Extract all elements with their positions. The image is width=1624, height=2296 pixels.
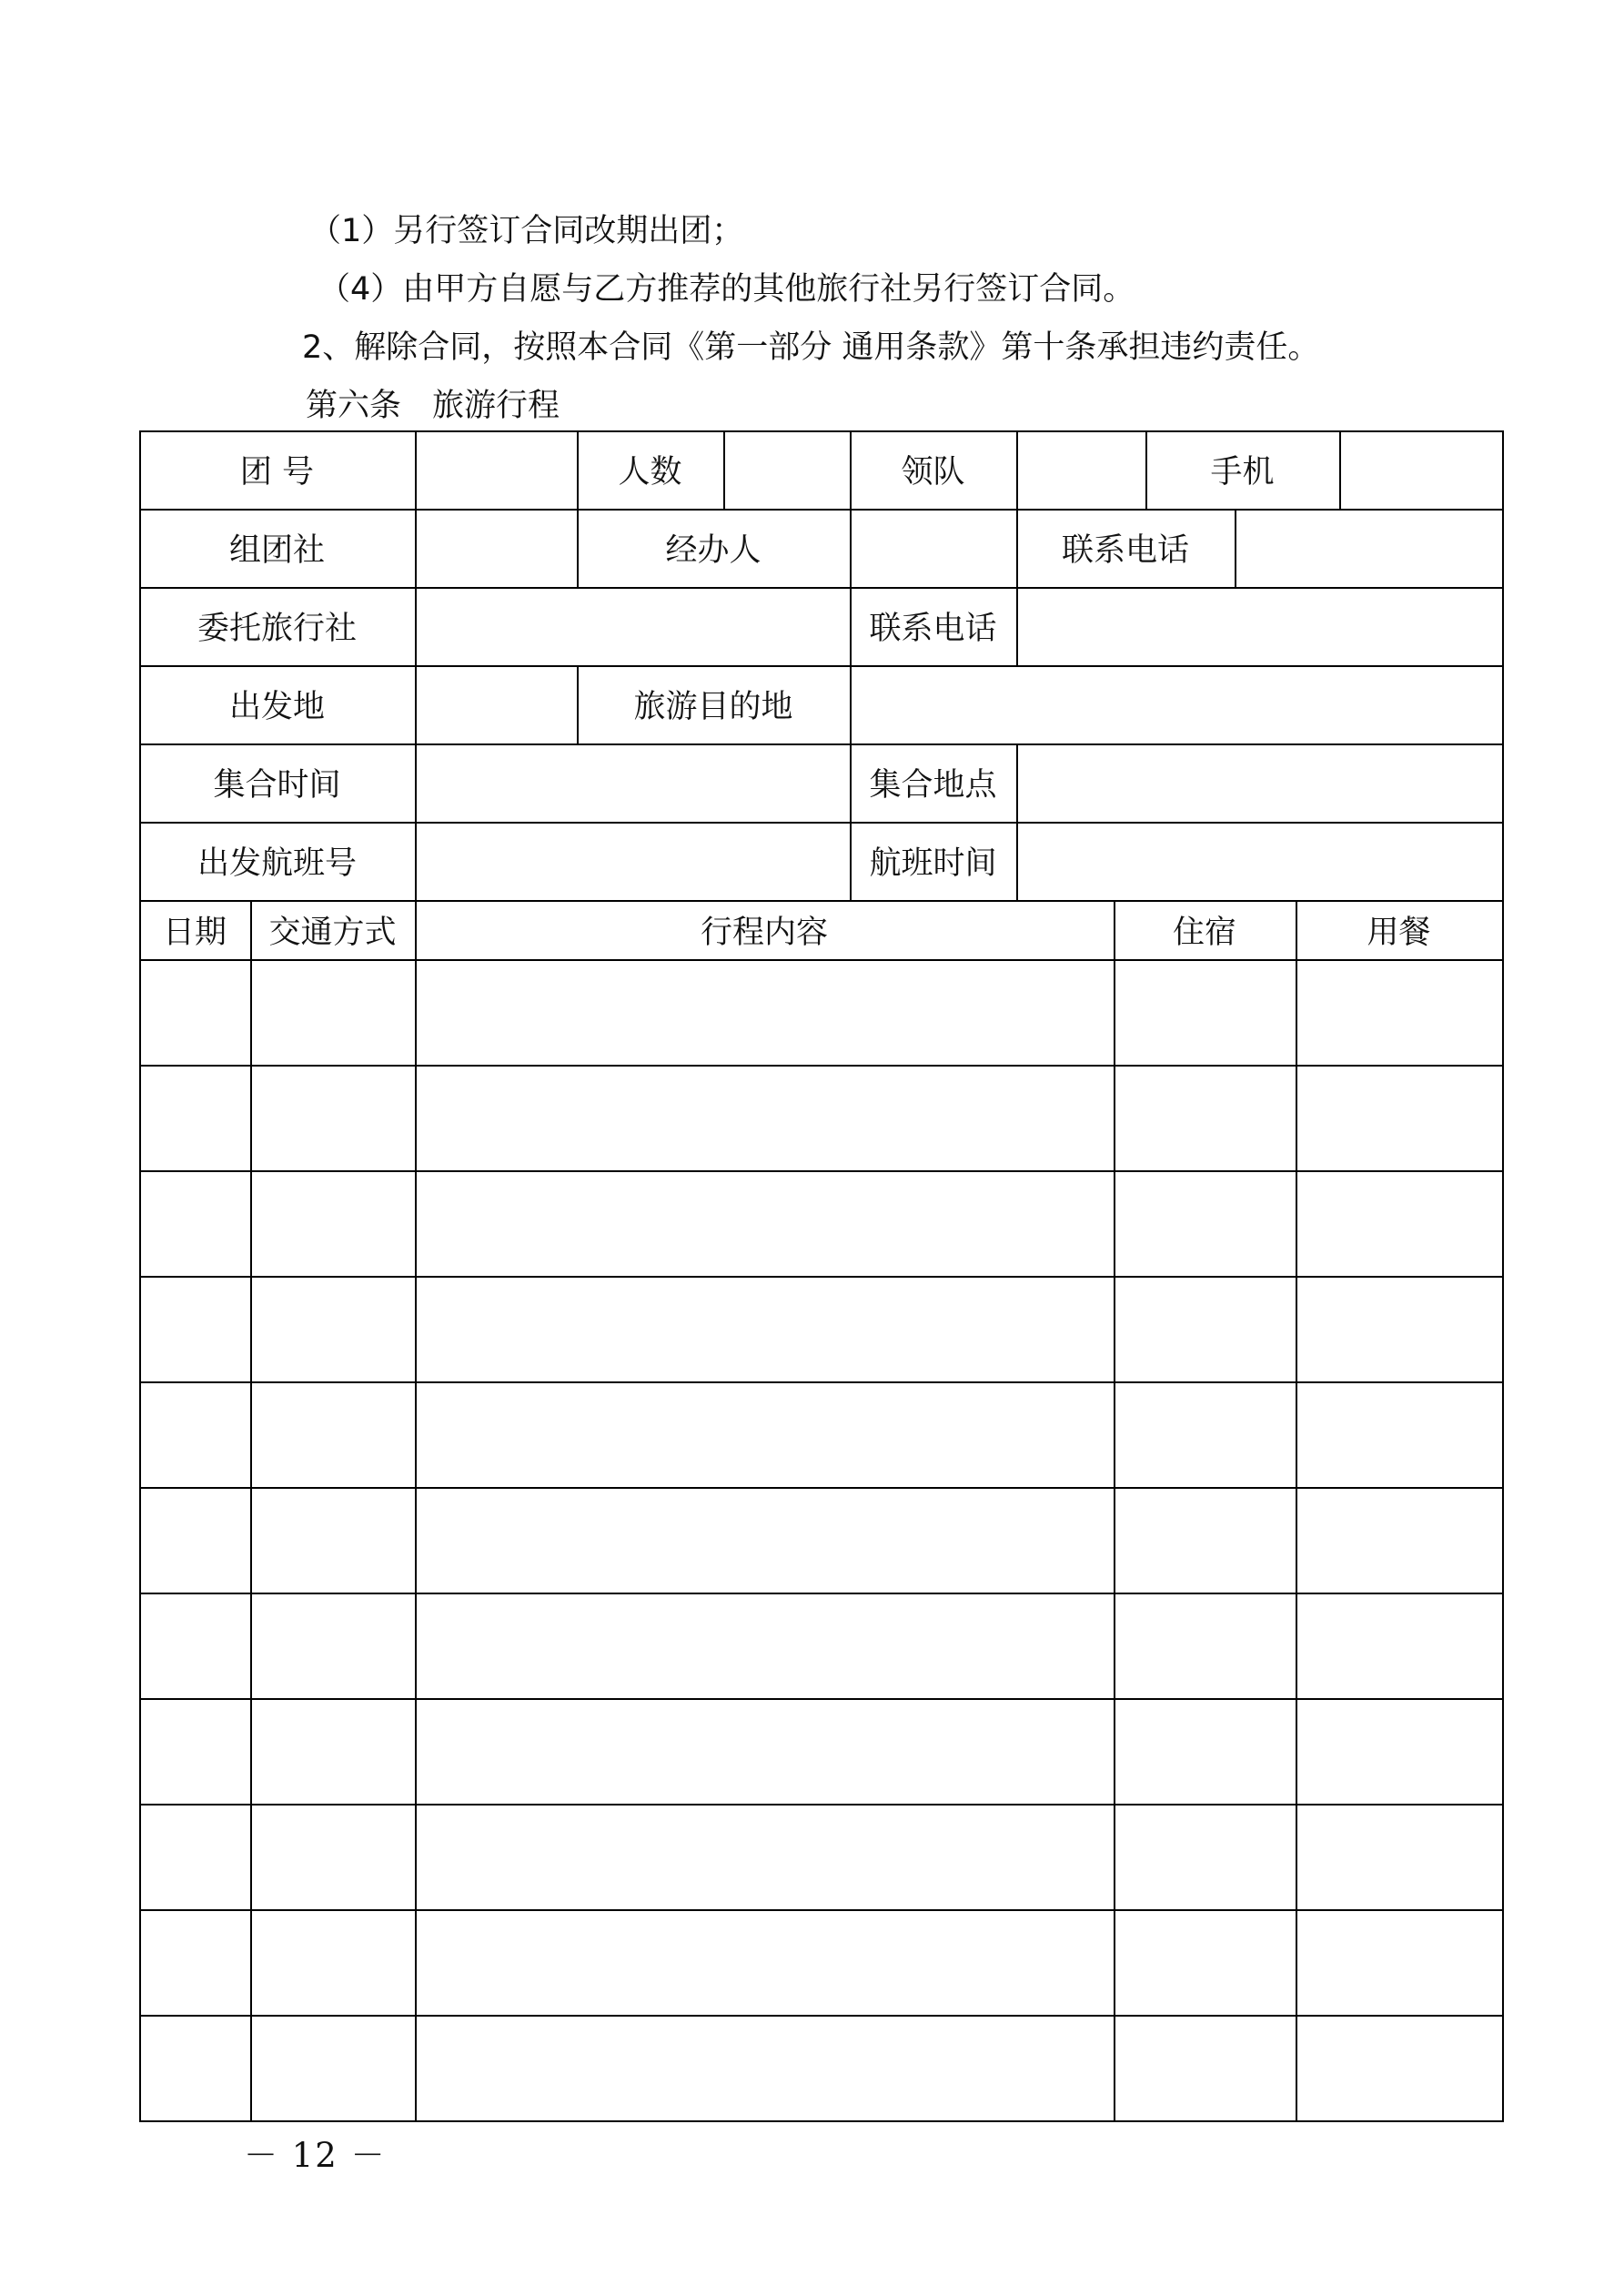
transport-cell[interactable]	[250, 1487, 415, 1593]
meals-cell[interactable]	[1296, 1170, 1502, 1276]
transport-cell[interactable]	[250, 1276, 415, 1381]
meeting-time-field[interactable]	[415, 743, 850, 822]
lodging-cell[interactable]	[1114, 1170, 1296, 1276]
meals-cell[interactable]	[1296, 1276, 1502, 1381]
meals-cell[interactable]	[1296, 1381, 1502, 1487]
lodging-cell[interactable]	[1114, 959, 1296, 1065]
meals-cell[interactable]	[1296, 959, 1502, 1065]
lodging-cell[interactable]	[1114, 2015, 1296, 2120]
itinerary-cell[interactable]	[415, 959, 1114, 1065]
organizer-phone-field[interactable]	[1235, 509, 1502, 587]
departure-field[interactable]	[415, 665, 577, 743]
flight-no-field[interactable]	[415, 822, 850, 900]
header-transport: 交通方式	[268, 914, 397, 951]
transport-cell[interactable]	[250, 1170, 415, 1276]
mobile-field[interactable]	[1339, 430, 1502, 509]
date-cell[interactable]	[139, 1065, 250, 1170]
itinerary-cell[interactable]	[415, 1170, 1114, 1276]
entrusted-phone-field[interactable]	[1016, 587, 1502, 665]
date-cell[interactable]	[139, 1487, 250, 1593]
transport-cell[interactable]	[250, 2015, 415, 2120]
date-cell[interactable]	[139, 1381, 250, 1487]
headcount-label: 人数	[618, 454, 682, 491]
lodging-cell[interactable]	[1114, 1065, 1296, 1170]
header-lodging: 住宿	[1172, 914, 1236, 951]
meals-cell[interactable]	[1296, 1593, 1502, 1698]
organizer-label: 组团社	[228, 532, 325, 569]
flight-no-label: 出发航班号	[197, 845, 357, 882]
transport-cell[interactable]	[250, 1698, 415, 1804]
meals-cell[interactable]	[1296, 1804, 1502, 1909]
organizer-phone-label: 联系电话	[1061, 532, 1189, 569]
itinerary-cell[interactable]	[415, 1487, 1114, 1593]
date-cell[interactable]	[139, 1276, 250, 1381]
transport-cell[interactable]	[250, 1804, 415, 1909]
lodging-cell[interactable]	[1114, 1593, 1296, 1698]
organizer-field[interactable]	[415, 509, 577, 587]
lodging-cell[interactable]	[1114, 1276, 1296, 1381]
date-cell[interactable]	[139, 1698, 250, 1804]
itinerary-cell[interactable]	[415, 1593, 1114, 1698]
meeting-place-field[interactable]	[1016, 743, 1502, 822]
lodging-cell[interactable]	[1114, 1698, 1296, 1804]
meals-cell[interactable]	[1296, 1698, 1502, 1804]
lodging-cell[interactable]	[1114, 1487, 1296, 1593]
destination-label: 旅游目的地	[633, 689, 793, 725]
section-heading	[306, 386, 560, 426]
clause-item-4: （4）由甲方自愿与乙方推荐的其他旅行社另行签订合同。	[318, 271, 1135, 308]
transport-cell[interactable]	[250, 1381, 415, 1487]
itinerary-cell[interactable]	[415, 1804, 1114, 1909]
tour-leader-label: 领队	[901, 454, 965, 491]
headcount-field[interactable]	[723, 430, 850, 509]
date-cell[interactable]	[139, 1593, 250, 1698]
meals-cell[interactable]	[1296, 1487, 1502, 1593]
entrusted-phone-label: 联系电话	[869, 611, 997, 647]
page-number: － 12 －	[244, 2136, 387, 2175]
transport-cell[interactable]	[250, 1065, 415, 1170]
itinerary-cell[interactable]	[415, 1276, 1114, 1381]
flight-time-field[interactable]	[1016, 822, 1502, 900]
lodging-cell[interactable]	[1114, 1381, 1296, 1487]
flight-time-label: 航班时间	[869, 845, 997, 882]
date-cell[interactable]	[139, 1804, 250, 1909]
group-no-field[interactable]	[415, 430, 577, 509]
clause-terminate: 2、解除合同，按照本合同《第一部分 通用条款》第十条承担违约责任。	[302, 329, 1320, 366]
section-title: 旅游行程	[432, 388, 560, 424]
table-border-bottom	[139, 2120, 1504, 2122]
header-date: 日期	[162, 914, 227, 951]
itinerary-cell[interactable]	[415, 1909, 1114, 2015]
transport-cell[interactable]	[250, 959, 415, 1065]
itinerary-cell[interactable]	[415, 1698, 1114, 1804]
group-no-label: 团 号	[239, 454, 315, 491]
handler-field[interactable]	[850, 509, 1016, 587]
date-cell[interactable]	[139, 1170, 250, 1276]
handler-label: 经办人	[665, 532, 762, 569]
meeting-time-label: 集合时间	[213, 767, 341, 804]
meals-cell[interactable]	[1296, 1909, 1502, 2015]
itinerary-cell[interactable]	[415, 1381, 1114, 1487]
date-cell[interactable]	[139, 959, 250, 1065]
destination-field[interactable]	[850, 665, 1502, 743]
meals-cell[interactable]	[1296, 1065, 1502, 1170]
entrusted-agency-field[interactable]	[415, 587, 850, 665]
tour-leader-field[interactable]	[1016, 430, 1145, 509]
date-cell[interactable]	[139, 1909, 250, 2015]
transport-cell[interactable]	[250, 1593, 415, 1698]
meeting-place-label: 集合地点	[869, 767, 997, 804]
clause-item-1: （1）另行签订合同改期出团；	[309, 213, 744, 249]
date-cell[interactable]	[139, 2015, 250, 2120]
meals-cell[interactable]	[1296, 2015, 1502, 2120]
header-meals: 用餐	[1367, 914, 1431, 951]
header-itinerary: 行程内容	[700, 914, 828, 951]
departure-label: 出发地	[228, 689, 325, 725]
mobile-label: 手机	[1210, 454, 1275, 491]
lodging-cell[interactable]	[1114, 1804, 1296, 1909]
itinerary-cell[interactable]	[415, 2015, 1114, 2120]
itinerary-cell[interactable]	[415, 1065, 1114, 1170]
lodging-cell[interactable]	[1114, 1909, 1296, 2015]
section-number: 第六条	[306, 388, 402, 424]
entrusted-agency-label: 委托旅行社	[197, 611, 357, 647]
transport-cell[interactable]	[250, 1909, 415, 2015]
